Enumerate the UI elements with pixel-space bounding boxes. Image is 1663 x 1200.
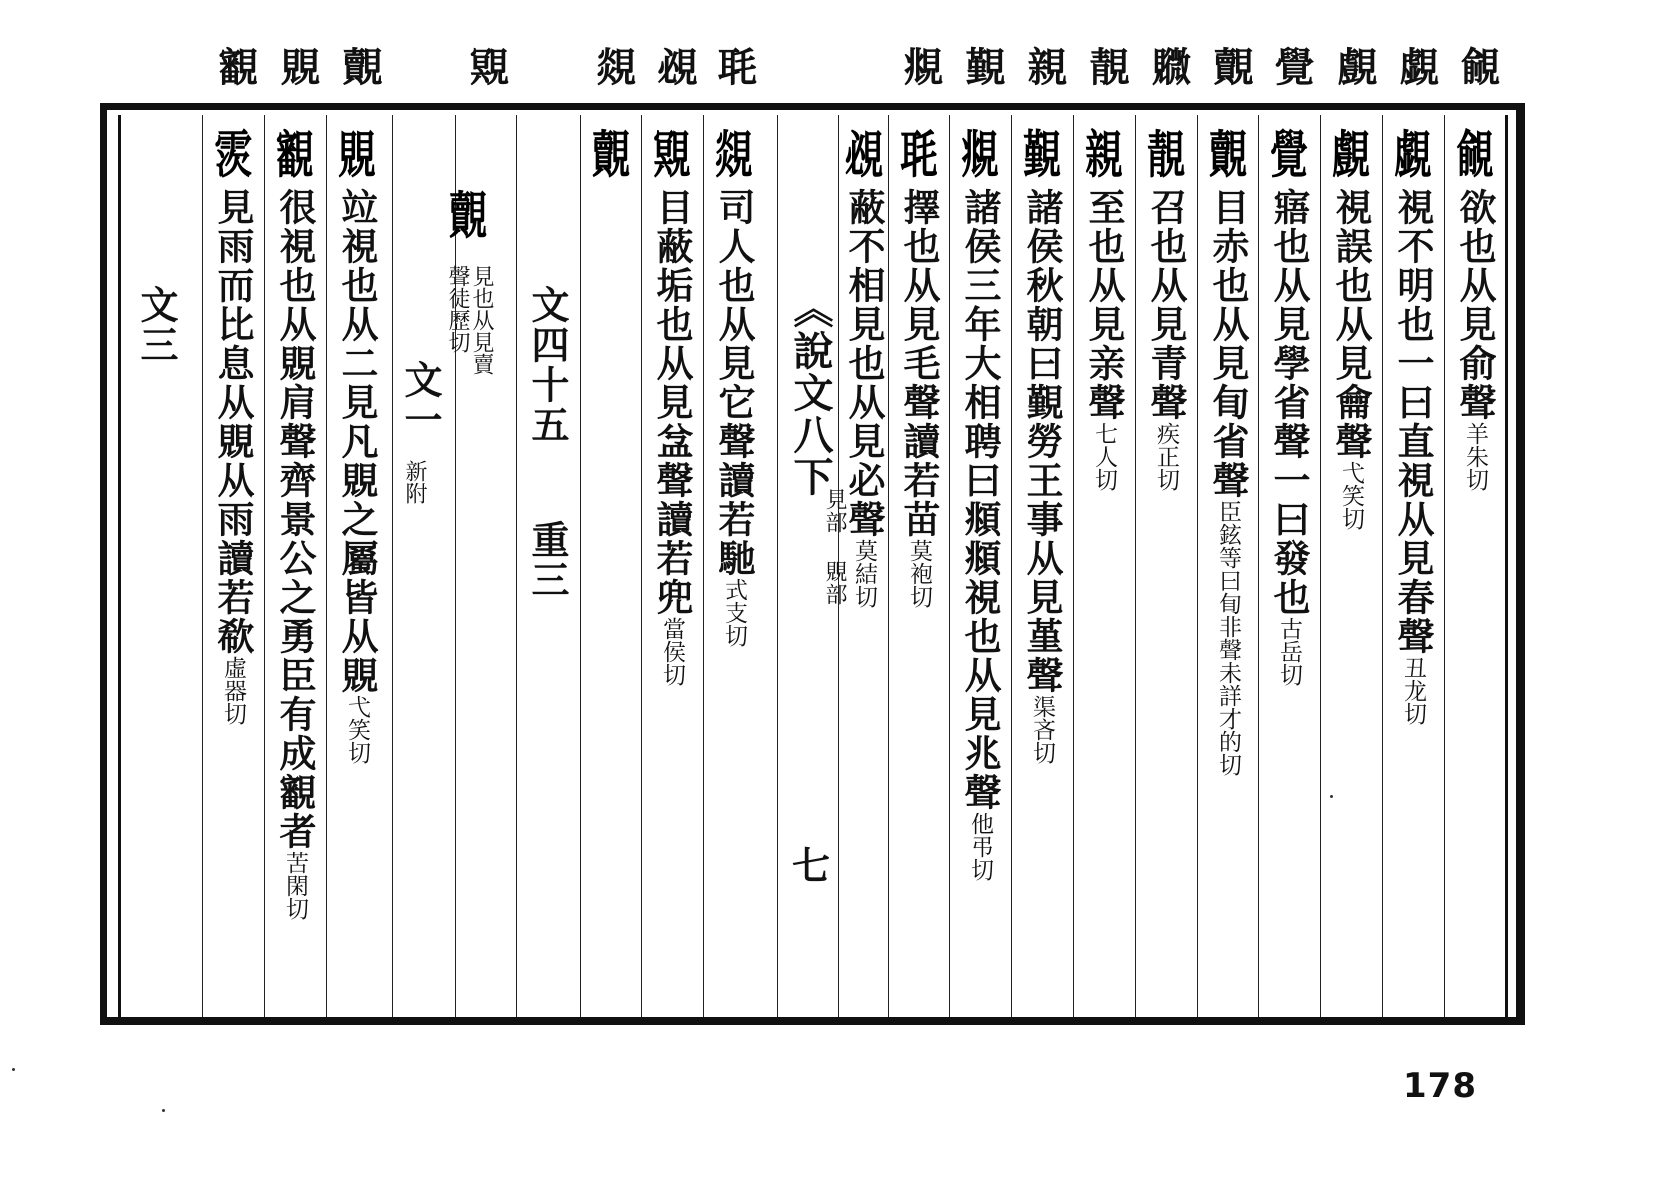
column-rule — [326, 115, 327, 1017]
headword-4: 覺 — [1268, 46, 1315, 86]
entry-10 — [891, 124, 947, 1024]
new-appendix-label: 新附 — [402, 460, 427, 504]
fold-banner — [781, 288, 847, 658]
fanqie-note: 疾正切 — [1153, 422, 1179, 491]
column-rule — [1320, 115, 1321, 1017]
column-rule — [516, 115, 517, 1017]
fanqie-note: 苦閑切 — [282, 851, 308, 920]
entry-gloss: 司人也从見它聲讀若馳式支切 — [712, 188, 756, 647]
entry-gloss: 召也从見青聲疾正切 — [1144, 188, 1188, 491]
column-rule — [1382, 115, 1383, 1017]
entry-gloss: 諸侯秋朝曰覲勞王事从見堇聲渠吝切 — [1020, 188, 1064, 764]
column-rule — [264, 115, 265, 1017]
entry-gloss: 視不明也一曰直視从見春聲丑龙切 — [1391, 188, 1435, 725]
seal-glyph: 覿 — [448, 185, 487, 246]
column-rule — [1258, 115, 1259, 1017]
headword-15: 覿 — [336, 46, 383, 86]
seal-glyph: 覻 — [1331, 124, 1370, 185]
new-entry-gloss: 聲徒歷切 — [445, 265, 470, 353]
entry-gloss: 目蔽垢也从見㿽聲讀若兜當侯切 — [650, 188, 694, 686]
column-rule — [777, 115, 778, 1017]
page-number: 178 — [1403, 1066, 1477, 1106]
headword-1: 覦 — [1454, 46, 1501, 86]
seal-glyph: 覕 — [844, 124, 883, 185]
fanqie-note: 臣鉉等曰䀏非聲未詳才的切 — [1215, 500, 1241, 776]
headword-6: 覹 — [1145, 46, 1192, 86]
entry-12 — [706, 124, 762, 1024]
entry-3 — [1323, 124, 1379, 1024]
headword-3: 覻 — [1331, 46, 1378, 86]
column-rule — [1197, 115, 1198, 1017]
seal-glyph: 覺 — [1269, 124, 1308, 185]
fanqie-note: 虛器切 — [220, 656, 246, 725]
entry-gloss: 擇也从見毛聲讀若苗莫袍切 — [897, 188, 941, 608]
fold-number: 七 — [792, 843, 831, 888]
banner-title: 《說文八下 — [787, 288, 834, 498]
entry-13 — [644, 124, 700, 1024]
entry-2 — [1385, 124, 1441, 1024]
entry-17 — [205, 124, 261, 1024]
headword-16: 覞 — [274, 46, 321, 86]
entry-6 — [1138, 124, 1194, 1024]
column-rule — [392, 115, 393, 1017]
entry-gloss: 很視也从覞肩聲齊景公之勇臣有成覾者苦閑切 — [273, 188, 317, 920]
entry-gloss: 諸侯三年大相聘曰頫頫視也从見兆聲他弔切 — [958, 188, 1002, 881]
seal-glyph: 覿 — [591, 124, 630, 185]
fanqie-note: 丑龙切 — [1400, 656, 1426, 725]
seal-glyph: 覢 — [714, 124, 753, 185]
seal-glyph: 親 — [1084, 124, 1123, 185]
column-rule — [1135, 115, 1136, 1017]
column-rule — [202, 115, 203, 1017]
section-repeat-count: 重三 — [525, 520, 570, 600]
entry-gloss: 至也从見亲聲七人切 — [1082, 188, 1126, 491]
fanqie-note: 弋笑切 — [1338, 461, 1364, 530]
column-rule — [118, 115, 121, 1017]
headword-5: 覿 — [1207, 46, 1254, 86]
entry-gloss: 寤也从見學省聲一曰發也古岳切 — [1267, 188, 1311, 686]
column-rule — [1011, 115, 1012, 1017]
ink-speck — [162, 1109, 165, 1112]
headword-14: 覭 — [463, 46, 510, 86]
fanqie-note: 羊朱切 — [1462, 422, 1488, 491]
seal-glyph: 覜 — [960, 124, 999, 185]
fanqie-note: 七人切 — [1091, 422, 1117, 491]
entry-9 — [952, 124, 1008, 1024]
section-count-2: 文三 — [134, 285, 179, 365]
column-rule — [641, 115, 642, 1017]
entry-gloss: 目赤也从見䀏省聲臣鉉等曰䀏非聲未詳才的切 — [1206, 188, 1250, 776]
seal-glyph: 覿 — [1208, 124, 1247, 185]
headword-17: 覾 — [212, 46, 259, 86]
entry-15 — [329, 124, 385, 1024]
headword-7: 靚 — [1083, 46, 1130, 86]
entry-gloss: 欲也从見俞聲羊朱切 — [1453, 188, 1497, 491]
section-count: 文四十五 — [525, 285, 570, 445]
entry-4 — [1261, 124, 1317, 1024]
headword-10: 覜 — [897, 46, 944, 86]
entry-gloss: 竝視也从二見凡覞之屬皆从覞弋笑切 — [335, 188, 379, 764]
column-rule — [1505, 115, 1508, 1017]
seal-glyph: 靚 — [1146, 124, 1185, 185]
seal-glyph: 覦 — [1455, 124, 1494, 185]
seal-glyph: 覷 — [1393, 124, 1432, 185]
entry-gloss: 蔽不相見也从見必聲莫結切 — [842, 188, 886, 608]
fanqie-note: 莫袍切 — [906, 539, 932, 608]
entry-5 — [1200, 124, 1256, 1024]
fanqie-note: 式支切 — [721, 578, 747, 647]
column-rule — [703, 115, 704, 1017]
seal-glyph: 毦 — [899, 124, 938, 185]
headword-12: 覕 — [651, 46, 698, 86]
headword-2: 覷 — [1393, 46, 1440, 86]
entry-gloss: 視誤也从見龠聲弋笑切 — [1329, 188, 1373, 530]
seal-glyph: 覲 — [1022, 124, 1061, 185]
entry-16 — [267, 124, 323, 1024]
entry-8 — [1014, 124, 1070, 1024]
column-rule — [1073, 115, 1074, 1017]
seal-glyph: 覭 — [652, 124, 691, 185]
entry-1 — [1447, 124, 1503, 1024]
banner-subtitle: 見部 覞部 — [822, 488, 847, 606]
fanqie-note: 他弔切 — [967, 812, 993, 881]
seal-glyph: 覞 — [337, 124, 376, 185]
new-entry-gloss: 見也从見賣 — [469, 265, 494, 375]
headword-9: 覲 — [959, 46, 1006, 86]
fanqie-note: 當侯切 — [659, 617, 685, 686]
new-count: 文一 — [398, 360, 443, 440]
entry-7 — [1076, 124, 1132, 1024]
fanqie-note: 弋笑切 — [344, 695, 370, 764]
fanqie-note: 古岳切 — [1276, 617, 1302, 686]
seal-glyph: 䨏 — [213, 124, 252, 185]
entry-14 — [583, 124, 639, 1024]
column-rule — [580, 115, 581, 1017]
seal-glyph: 覾 — [275, 124, 314, 185]
fanqie-note: 莫結切 — [851, 539, 877, 608]
entry-gloss: 見雨而比息从覞从雨讀若欷虛器切 — [211, 188, 255, 725]
ink-speck — [1330, 795, 1333, 798]
column-rule — [1444, 115, 1445, 1017]
headword-13: 覢 — [590, 46, 637, 86]
headword-8: 親 — [1021, 46, 1068, 86]
headword-11: 毦 — [711, 46, 758, 86]
ink-speck — [12, 1068, 15, 1071]
fanqie-note: 渠吝切 — [1029, 695, 1055, 764]
column-rule — [949, 115, 950, 1017]
